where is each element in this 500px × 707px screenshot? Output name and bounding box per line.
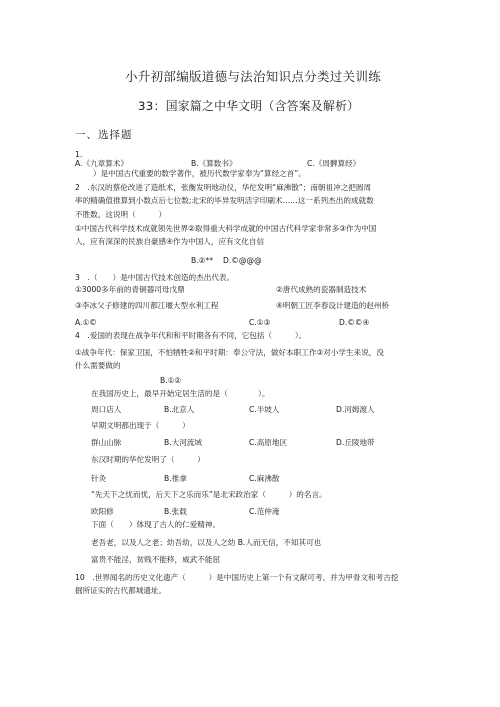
question-7-stem: 东汉时期的华佗发明了（ ） (91, 455, 205, 464)
question-8-option-a: 欧阳修 (91, 507, 114, 516)
question-2-line-2: 率的精确值推算到小数点后七位数;北宋的毕异发明活字印刷术……这一系列杰出的成就数 (75, 196, 374, 205)
page-title: 小升初部编版道德与法治知识点分类过关训练 (125, 69, 382, 84)
question-3-option-d: D.©©④ (339, 318, 370, 327)
question-1-option-a: A.《九章算术》 (75, 159, 129, 168)
question-7-option-c: C.麻沸散 (249, 474, 280, 483)
page-subtitle: 33：国家篇之中华文明（含答案及解析） (138, 99, 360, 113)
question-3-item-3: ③李冰父子修建的四川都江堰大型水利工程 (75, 301, 219, 310)
question-10-line-2: 掘所证实的古代都城遗址。 (75, 586, 167, 595)
question-1-option-b: B.《算数书》 (191, 159, 237, 168)
question-4-stem: 4 .爱国的表现在战争年代和和平时期各有不同，它包括（ ）。 (75, 331, 307, 340)
question-2-line-3: 不胜数。这说明（ ） (75, 210, 167, 219)
question-2-line-4: ①中国古代科学技术成就领先世界②取得重大科学成就的中国古代科学家非常多③作为中国 (75, 224, 377, 233)
question-9-line-1: 老吾老，以及人之老；幼吾幼，以及人之幼 B.人而无信，不知其可也 (91, 538, 322, 547)
question-10-line-1: 10 .世界闻名的历史文化遗产（ ）是中国历史上第一个有文献可考、并为甲骨文和考古挖 (75, 573, 399, 582)
question-4-answer: B.①② (160, 376, 182, 385)
question-6-option-b: B.大河流域 (164, 438, 202, 447)
question-9-stem: 下面（ ）体现了古人的仁爱精神。 (91, 520, 221, 529)
question-3-item-2: ②唐代成熟的瓷器制造技术 (276, 285, 367, 294)
question-3-item-4: ④明朝工匠李春设计建造的赵州桥 (276, 301, 390, 310)
question-3-option-c: C.①③ (249, 318, 271, 327)
question-6-option-d: D.丘陵地带 (336, 438, 375, 447)
question-6-stem: 早期文明都出现于（ ） (91, 421, 190, 430)
question-8-option-c: C.范仲淹 (249, 507, 280, 516)
question-5-stem: 在我国历史上，最早开始定居生活的是（ ）。 (91, 389, 270, 398)
question-5-option-a: 周口店人 (91, 405, 122, 414)
question-3-item-1: ①3000多年前的青铜器司母戊鼎 (75, 285, 185, 294)
question-1-stem: ）是中国古代重要的数学著作，被历代数学家奉为“算经之首”。 (93, 169, 306, 178)
question-3-option-a: A.①© (75, 318, 97, 327)
question-4-line-2: 什么需要做的 (75, 361, 121, 370)
question-7-option-b: B.推拿 (164, 474, 187, 483)
question-6-option-c: C.高原地区 (249, 438, 288, 447)
question-5-option-b: B.北京人 (164, 405, 195, 414)
question-5-option-d: D.河姆渡人 (336, 405, 375, 414)
question-2-answers: B.②** D.©@@@ (191, 256, 262, 265)
question-8-option-b: B.张载 (164, 507, 187, 516)
question-9-line-2: 富贵不能淫，贫贱不能移，威武不能屈 (91, 555, 221, 564)
question-2-line-5: 人，应有深深的民族自豪感④作为中国人，应有文化自信 (75, 237, 265, 246)
question-6-option-a: 群山山脉 (91, 438, 122, 447)
section-heading: 一、选择题 (75, 129, 133, 141)
question-4-line-1: ①战争年代：保家卫国，不怕牺牲②和平时期：奉公守法，做好本职工作③对小学生来说，没 (75, 348, 384, 357)
question-1-option-c: C.《周髀算经》 (307, 159, 361, 168)
question-1-number: 1. (75, 150, 83, 159)
question-2-line-1: 2 .东汉的蔡伦改进了造纸术，张衡发明地动仪，华佗发明“麻沸散”；南朝祖冲之把圆周 (75, 183, 372, 192)
question-7-option-a: 针灸 (91, 474, 107, 483)
question-8-stem: “先天下之忧而忧，后天下之乐而乐”是北宋政治家（ ）的名言。 (91, 490, 327, 499)
question-5-option-c: C.半坡人 (249, 405, 280, 414)
question-3-stem: 3 .（ ）是中国古代技术创造的杰出代表。 (75, 273, 235, 282)
